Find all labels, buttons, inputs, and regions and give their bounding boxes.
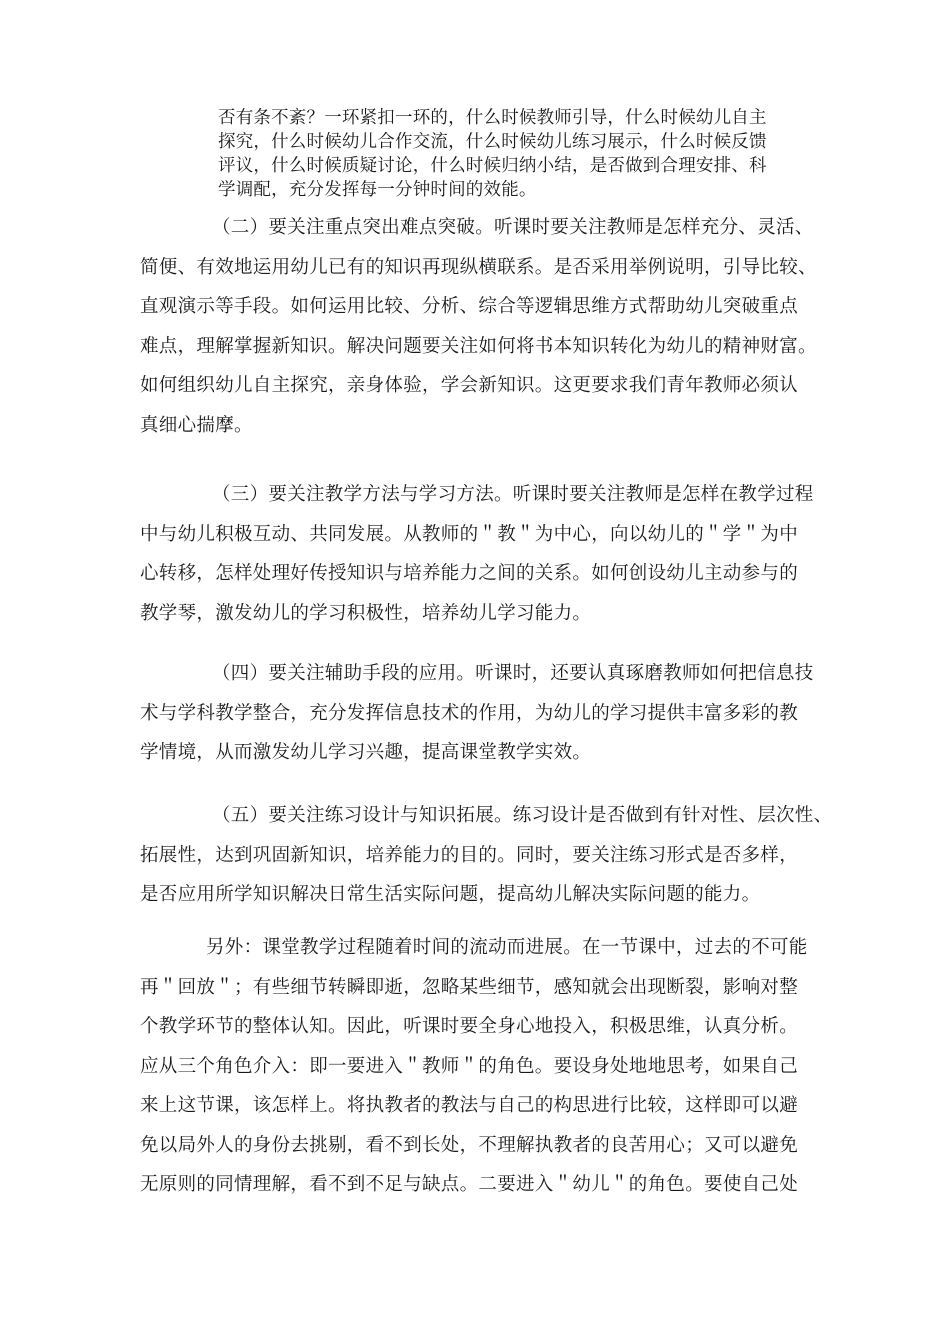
text-line: 难点，理解掌握新知识。解决问题要关注如何将书本知识转化为幼儿的精神财富。: [140, 335, 817, 357]
text-line: 再＂回放＂；有些细节转瞬即逝，忽略某些细节，感知就会出现断裂，影响对整: [140, 976, 799, 998]
text-line: 应从三个角色介入：即一要进入＂教师＂的角色。要设身处地地思考，如果自己: [140, 1055, 799, 1077]
text-line: （四）要关注辅助手段的应用。听课时，还要认真琢磨教师如何把信息技: [212, 663, 814, 684]
section-five-paragraph: [140, 796, 833, 915]
text-line: 真细心揣摩。: [140, 414, 253, 436]
text-line: 术与学科教学整合，充分发挥信息技术的作用，为幼儿的学习提供丰富多彩的教: [140, 702, 799, 724]
text-line: 简便、有效地运用幼儿已有的知识再现纵横联系。是否采用举例说明，引导比较、: [140, 256, 817, 278]
text-line: 另外：课堂教学过程随着时间的流动而进展。在一节课中，过去的不可能: [206, 937, 808, 958]
text-line: 中与幼儿积极互动、共同发展。从教师的＂教＂为中心，向以幼儿的＂学＂为中: [140, 523, 799, 545]
text-line: 否有条不紊？一环紧扣一环的，什么时候教师引导，什么时候幼儿自主: [218, 108, 767, 128]
section-four-paragraph: [140, 654, 830, 773]
text-line: 学情境，从而激发幼儿学习兴趣，提高课堂教学实效。: [140, 742, 592, 763]
text-line: （五）要关注练习设计与知识拓展。练习设计是否做到有针对性、层次性、: [212, 805, 833, 826]
additional-remarks-paragraph: [140, 928, 830, 1205]
section-two-paragraph: [140, 208, 830, 445]
text-line: 直观演示等手段。如何运用比较、分析、综合等逻辑思维方式帮助幼儿突破重点: [140, 296, 799, 317]
text-line: 探究，什么时候幼儿合作交流，什么时候幼儿练习展示，什么时候反馈: [218, 132, 767, 152]
text-line: 心转移，怎样处理好传授知识与培养能力之间的关系。如何创设幼儿主动参与的: [140, 563, 799, 584]
text-line: 个教学环节的整体认知。因此，听课时要全身心地投入，积极思维，认真分析。: [140, 1016, 799, 1037]
text-line: 无原则的同情理解，看不到不足与缺点。二要进入＂幼儿＂的角色。要使自己处: [140, 1174, 799, 1195]
text-line: 来上这节课，该怎样上。将执教者的教法与自己的构思进行比较，这样即可以避: [140, 1095, 799, 1116]
text-line: 是否应用所学知识解决日常生活实际问题，提高幼儿解决实际问题的能力。: [140, 884, 761, 905]
text-line: （三）要关注教学方法与学习方法。听课时要关注教师是怎样在教学过程: [212, 484, 814, 505]
text-line: 拓展性，达到巩固新知识，培养能力的目的。同时，要关注练习形式是否多样，: [140, 844, 799, 866]
text-line: 免以局外人的身份去挑剔，看不到长处，不理解执教者的良苦用心；又可以避免: [140, 1134, 799, 1156]
text-line: 评议，什么时候质疑讨论，什么时候归纳小结，是否做到合理安排、科: [218, 156, 767, 176]
text-line: 如何组织幼儿自主探究，亲身体验，学会新知识。这更要求我们青年教师必须认: [140, 375, 799, 396]
text-line: 教学琴，激发幼儿的学习积极性，培养幼儿学习能力。: [140, 602, 592, 624]
section-three-paragraph: [140, 475, 830, 633]
intro-paragraph: [218, 106, 828, 202]
text-line: （二）要关注重点突出难点突破。听课时要关注教师是怎样充分、灵活、: [212, 217, 814, 238]
text-line: 学调配，充分发挥每一分钟时间的效能。: [218, 180, 537, 200]
